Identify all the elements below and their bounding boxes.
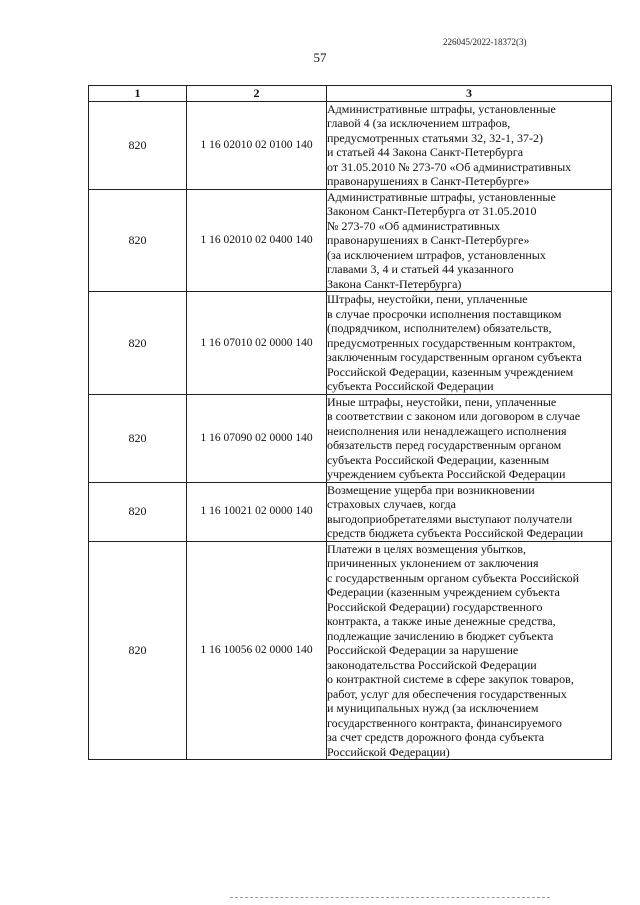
table-row xyxy=(89,394,612,482)
description-line: Российской Федерации) xyxy=(327,744,450,759)
description-line: учреждением субъекта Российской Федерации xyxy=(327,467,566,481)
description-line: № 273-70 «Об административных xyxy=(327,218,501,233)
description-line: предусмотренных государственным контрактом, xyxy=(327,335,576,350)
description-line: Платежи в целях возмещения убытков, xyxy=(327,541,527,556)
revenue-code-cell: 1 16 07010 02 0000 140 xyxy=(187,292,327,395)
description-line: выгодоприобретателями выступают получатели xyxy=(327,511,573,526)
description-line: предусмотренных статьями 32, 32-1, 37-2) xyxy=(327,130,544,145)
description-line: неисполнения или ненадлежащего исполнения xyxy=(327,423,567,438)
description-line: в соответствии с законом или договором в случае xyxy=(327,409,581,423)
revenue-code-cell: 1 16 10056 02 0000 140 xyxy=(187,541,327,760)
description-line: главами 3, 4 и статьей 44 указанного xyxy=(327,262,514,276)
description-line: законодательства Российской Федерации xyxy=(327,657,537,672)
description-line: субъекта Российской Федерации, казенным xyxy=(327,452,550,467)
description-line: и статьей 44 Закона Санкт-Петербурга xyxy=(327,145,524,159)
description-cell xyxy=(327,189,612,292)
revenue-code-cell: 1 16 07090 02 0000 140 xyxy=(187,394,327,482)
revenue-codes-table xyxy=(88,85,612,760)
description-cell xyxy=(327,541,612,760)
table-row xyxy=(89,541,612,760)
revenue-code-cell: 1 16 02010 02 0400 140 xyxy=(187,189,327,292)
description-line: страховых случаев, когда xyxy=(327,497,456,511)
description-line: Административные штрафы, установленные xyxy=(327,189,556,204)
admin-code-cell: 820 xyxy=(89,482,187,541)
table-header-row xyxy=(89,86,612,102)
column-header-2: 2 xyxy=(187,86,327,102)
description-line: Российской Федерации) государственного xyxy=(327,599,543,614)
description-line: и муниципальных нужд (за исключением xyxy=(327,701,539,715)
table-row xyxy=(89,482,612,541)
description-cell xyxy=(327,292,612,395)
description-line: подлежащие зачислению в бюджет субъекта xyxy=(327,628,554,643)
page-number: 57 xyxy=(313,50,327,65)
description-line: Российской Федерации, казенным учреждением xyxy=(327,364,574,379)
admin-code-cell: 820 xyxy=(89,189,187,292)
revenue-code-cell: 1 16 10021 02 0000 140 xyxy=(187,482,327,541)
description-line: правонарушениях в Санкт-Петербурге» xyxy=(327,233,530,247)
description-line: государственного контракта, финансируемого xyxy=(327,715,562,730)
footer-divider xyxy=(230,897,550,900)
admin-code-cell: 820 xyxy=(89,394,187,482)
description-line: Иные штрафы, неустойки, пени, уплаченные xyxy=(327,394,557,409)
column-header-1: 1 xyxy=(89,86,187,102)
description-cell xyxy=(327,394,612,482)
description-line: Штрафы, неустойки, пени, уплаченные xyxy=(327,292,528,306)
table-row xyxy=(89,189,612,292)
description-line: причиненных уклонением от заключения xyxy=(327,556,539,570)
description-line: обязательств перед государственным органом xyxy=(327,438,562,452)
description-line: правонарушениях в Санкт-Петербурге» xyxy=(327,174,530,188)
description-line: от 31.05.2010 № 273-70 «Об административных xyxy=(327,159,572,174)
description-line: контракта, а также иные денежные средства, xyxy=(327,614,556,628)
description-cell xyxy=(327,101,612,189)
admin-code-cell: 820 xyxy=(89,292,187,395)
description-line: Административные штрафы, установленные xyxy=(327,101,556,116)
description-line: (за исключением штрафов, установленных xyxy=(327,247,546,262)
description-line: Законом Санкт-Петербурга от 31.05.2010 xyxy=(327,204,537,218)
revenue-code-cell: 1 16 02010 02 0100 140 xyxy=(187,101,327,189)
description-line: за счет средств дорожного фонда субъекта xyxy=(327,730,545,744)
description-line: о контрактной системе в сфере закупок товаров, xyxy=(327,672,574,686)
admin-code-cell: 820 xyxy=(89,101,187,189)
description-line: главой 4 (за исключением штрафов, xyxy=(327,116,511,130)
description-line: средств бюджета субъекта Российской Федерации xyxy=(327,526,584,540)
description-line: работ, услуг для обеспечения государственных xyxy=(327,686,567,701)
description-line: Российской Федерации за нарушение xyxy=(327,643,519,657)
description-cell xyxy=(327,482,612,541)
description-line: с государственным органом субъекта Российской xyxy=(327,570,579,585)
admin-code-cell: 820 xyxy=(89,541,187,760)
description-line: заключенным государственным органом субъекта xyxy=(327,350,582,364)
description-line: (подрядчиком, исполнителем) обязательств, xyxy=(327,321,552,335)
description-line: Возмещение ущерба при возникновении xyxy=(327,482,535,497)
document-id: 226045/2022-18372(3) xyxy=(443,37,527,47)
column-header-3: 3 xyxy=(327,86,612,102)
description-line: субъекта Российской Федерации xyxy=(327,379,494,393)
description-line: Закона Санкт-Петербурга) xyxy=(327,276,462,291)
description-line: Федерации (казенным учреждением субъекта xyxy=(327,585,560,599)
description-line: в случае просрочки исполнения поставщиком xyxy=(327,306,562,321)
table-row xyxy=(89,292,612,395)
table-row xyxy=(89,101,612,189)
